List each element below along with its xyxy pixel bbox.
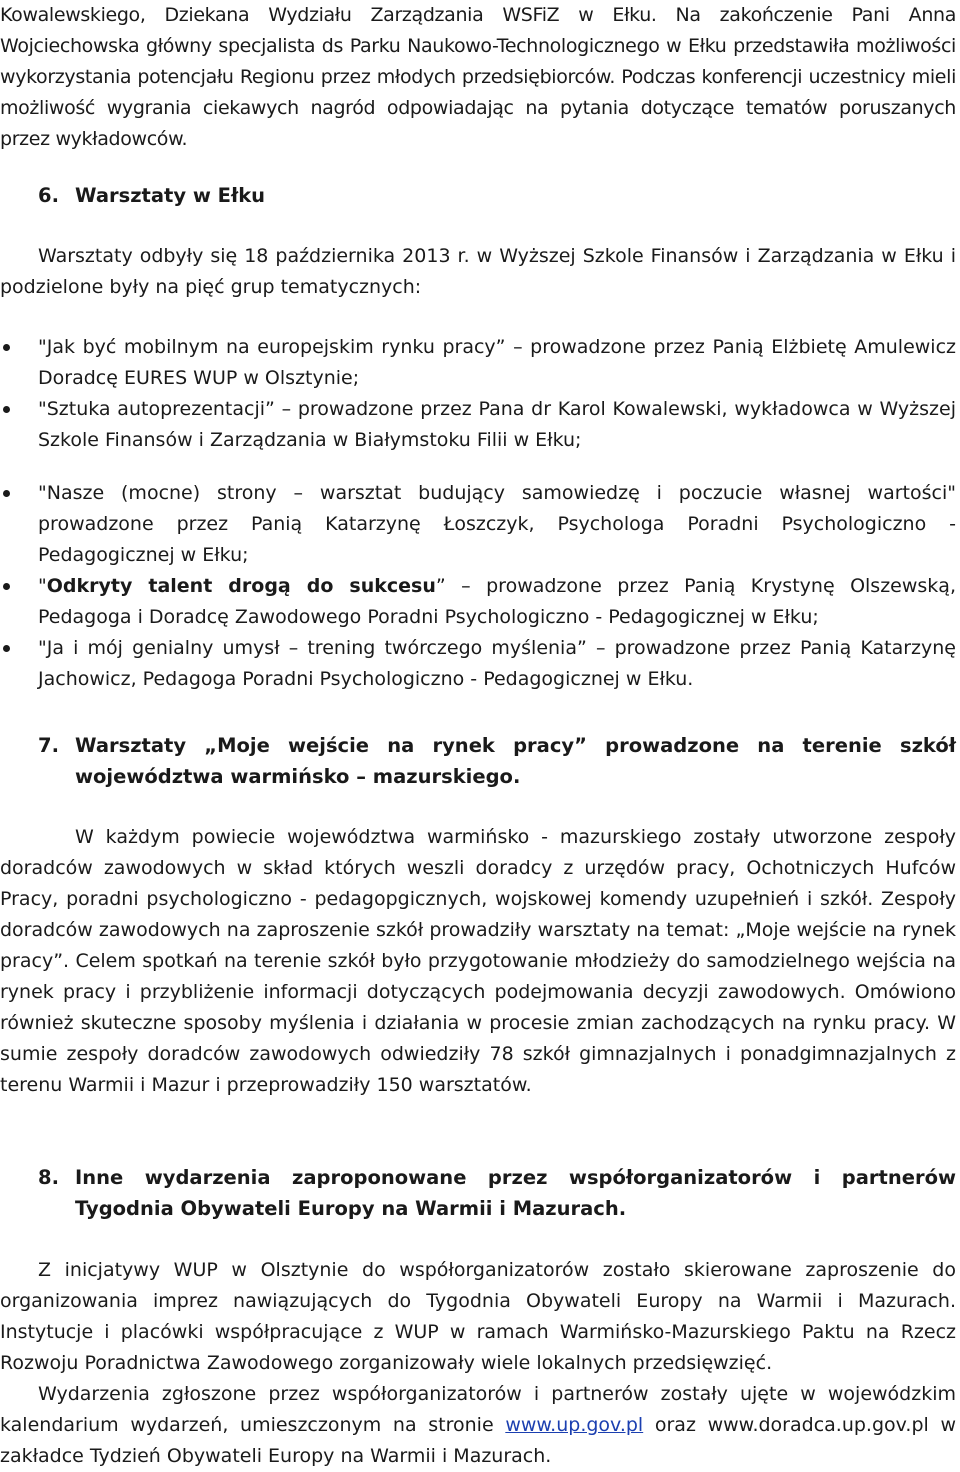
list-item-text: "Ja i mój genialny umysł – trening twórczego myślenia” – prowadzone przez Panią Katarzynę Jachowicz, Pedagoga Poradni Psychologiczno - Pedagogicznej w Ełku. bbox=[38, 637, 956, 690]
section-7-heading bbox=[38, 730, 956, 792]
list-item-text: "Nasze (mocne) strony – warsztat budujący samowiedzę i poczucie własnej wartości" prowadzone przez Panią Katarzynę Łoszczyk, Psychologa Poradni Psychologiczno - Pedagogicznej w Ełku; bbox=[38, 482, 956, 566]
list-item-text: "Sztuka autoprezentacji” – prowadzone przez Pana dr Karol Kowalewski, wykładowca w Wyższej Szkole Finansów i Zarządzania w Białymstoku Filii w Ełku; bbox=[38, 398, 956, 451]
list-item-quote: " bbox=[38, 575, 47, 597]
list-item-bold-title: Odkryty talent drogą do sukcesu bbox=[46, 575, 436, 597]
bullet-icon bbox=[3, 344, 10, 351]
bullet-icon bbox=[3, 406, 10, 413]
list-item bbox=[0, 633, 956, 695]
section-8-title: Inne wydarzenia zaproponowane przez współorganizatorów i partnerów Tygodnia Obywateli Europy na Warmii i Mazurach. bbox=[75, 1166, 956, 1220]
section-8-heading bbox=[38, 1162, 956, 1224]
list-item-text: "Jak być mobilnym na europejskim rynku pracy” – prowadzone przez Panią Elżbietę Amulewicz Doradcę EURES WUP w Olsztynie; bbox=[38, 336, 956, 389]
bullet-icon bbox=[3, 490, 10, 497]
section-8-number: 8. bbox=[38, 1166, 59, 1189]
intro-paragraph: Kowalewskiego, Dziekana Wydziału Zarządzania WSFiZ w Ełku. Na zakończenie Pani Anna Wojciechowska główny specjalista ds Parku Naukowo-Technologicznego w Ełku przedstawiła możliwości wykorzystania potencjału Regionu przez młodych przedsiębiorców. Podczas konferencji uczestnicy mieli możliwość wygrania ciekawych nagród odpowiadając na pytania dotyczące tematów poruszanych przez wykładowców. bbox=[0, 4, 956, 150]
section-7-number: 7. bbox=[38, 734, 59, 757]
list-item-text: ” – prowadzone przez Panią Krystynę Olszewską, Pedagoga i Doradcę Zawodowego Poradni Psychologiczno - Pedagogicznej w Ełku; bbox=[38, 575, 956, 628]
bullet-icon bbox=[3, 583, 10, 590]
list-item bbox=[0, 571, 956, 633]
up-gov-link[interactable]: www.up.gov.pl bbox=[505, 1414, 644, 1436]
section-6-intro: Warsztaty odbyły się 18 października 2013 r. w Wyższej Szkole Finansów i Zarządzania w Ełku i podzielone były na pięć grup tematycznych: bbox=[0, 245, 956, 298]
list-item bbox=[0, 478, 956, 571]
section-8-body-2 bbox=[0, 1379, 956, 1472]
section-8-body-2-start: Wydarzenia zgłoszone przez współorganizatorów i partnerów zostały ujęte w wojewódzkim kalendarium wydarzeń, umieszczonym na stronie bbox=[0, 1383, 956, 1436]
section-6-number: 6. bbox=[38, 184, 59, 207]
section-8-body: Z inicjatywy WUP w Olsztynie do współorganizatorów zostało skierowane zaproszenie do organizowania imprez nawiązujących do Tygodnia Obywateli Europy na Warmii i Mazurach. Instytucje i placówki współpracujące z WUP w ramach Warmińsko-Mazurskiego Paktu na Rzecz Rozwoju Poradnictwa Zawodowego zorganizowały wiele lokalnych przedsięwzięć. bbox=[0, 1259, 956, 1374]
section-7-title: Warsztaty „Moje wejście na rynek pracy” prowadzone na terenie szkół województwa warmińsko – mazurskiego. bbox=[75, 734, 956, 788]
section-7-body: W każdym powiecie województwa warmińsko - mazurskiego zostały utworzone zespoły doradców zawodowych w skład których weszli doradcy z urzędów pracy, Ochotniczych Hufców Pracy, poradni psychologiczno - pedagopgicznych, wojskowej komendy uzupełnień i szkół. Zespoły doradców zawodowych na zaproszenie szkół prowadziły warsztaty na temat: „Moje wejście na rynek pracy”. Celem spotkań na terenie szkół było przygotowanie młodzieży do samodzielnego wejścia na rynek pracy i przybliżenie informacji dotyczących podejmowania decyzji zawodowych. Omówiono również skuteczne sposoby myślenia i działania w procesie zmian zachodzących na rynku pracy. W sumie zespoły doradców zawodowych odwiedziły 78 szkół gimnazjalnych i ponadgimnazjalnych z terenu Warmii i Mazur i przeprowadziły 150 warsztatów. bbox=[0, 826, 956, 1096]
section-6-heading bbox=[38, 180, 918, 211]
section-8-body-2-end: oraz www.doradca.up.gov.pl w zakładce Tydzień Obywateli Europy na Warmii i Mazurach. bbox=[0, 1414, 956, 1467]
workshop-list bbox=[0, 332, 956, 695]
bullet-icon bbox=[3, 645, 10, 652]
list-item bbox=[0, 332, 956, 394]
list-item bbox=[0, 394, 956, 456]
section-6-title: Warsztaty w Ełku bbox=[75, 184, 266, 207]
